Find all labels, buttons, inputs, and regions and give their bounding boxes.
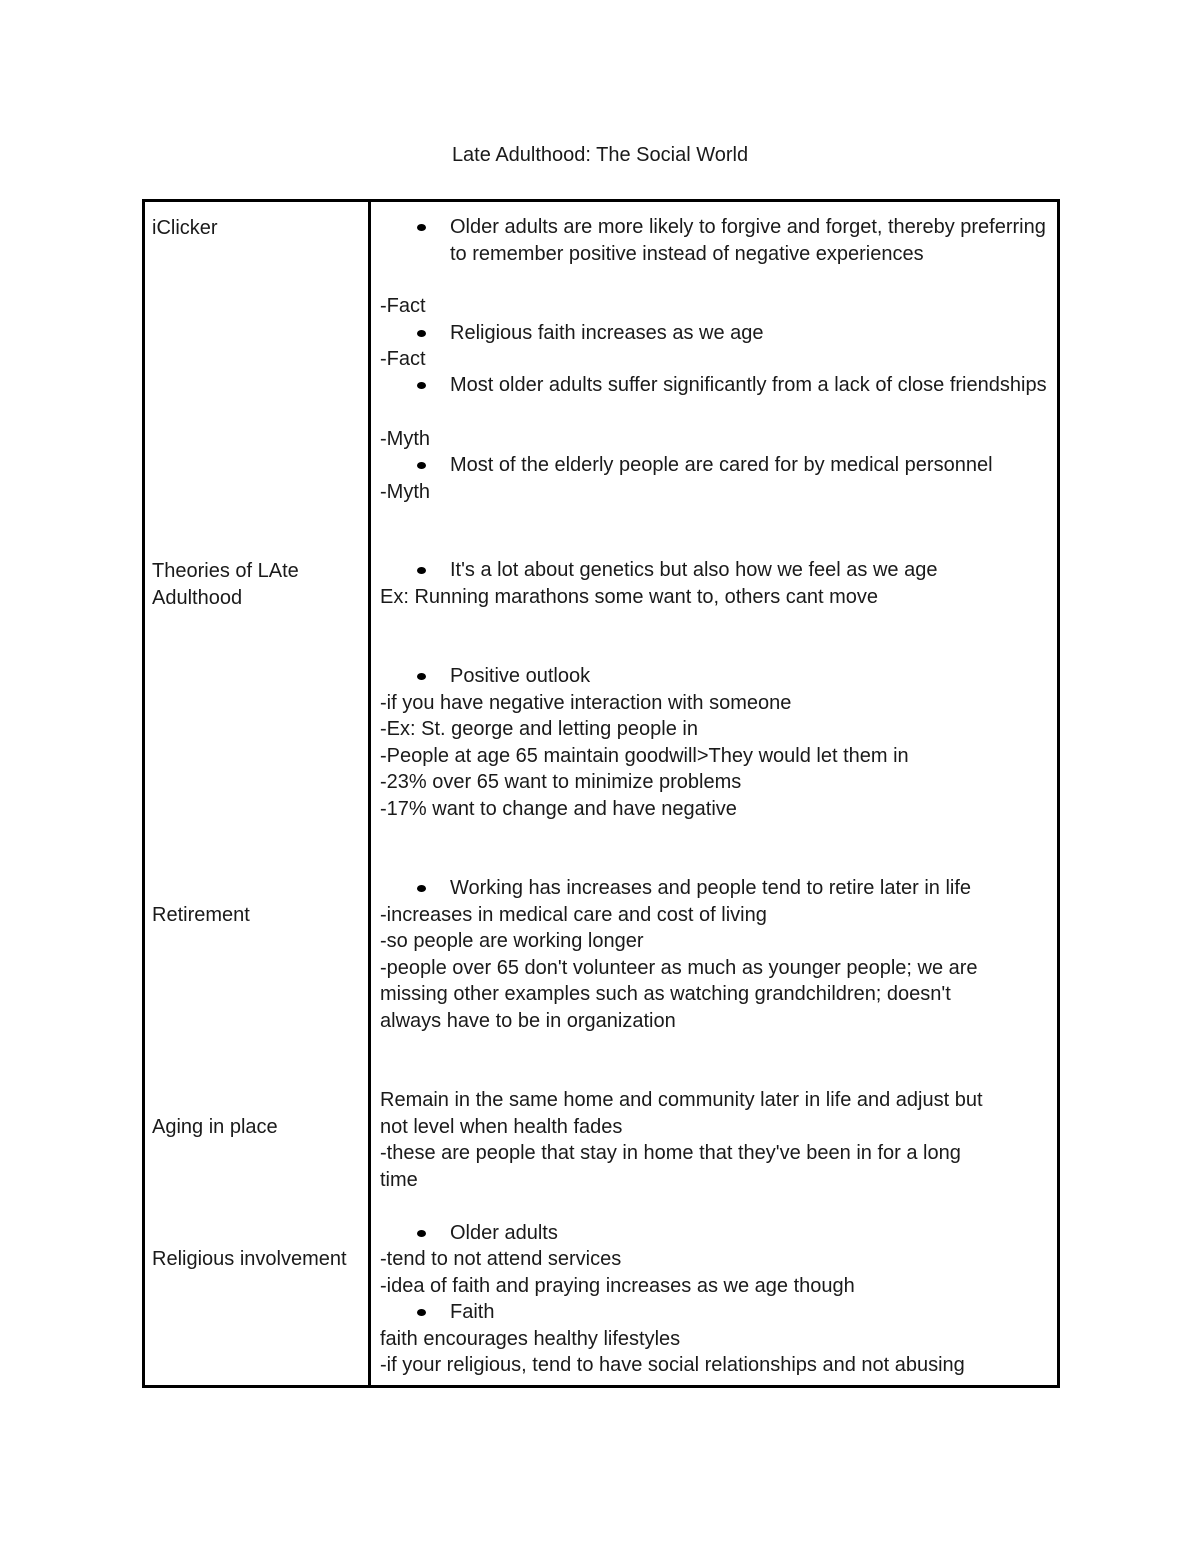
list-item: Most of the elderly people are cared for by medical personnel (450, 452, 1055, 479)
column-divider (368, 202, 371, 1385)
list-item: -Myth (380, 481, 430, 503)
list-item: not level when health fades (380, 1116, 623, 1138)
notes-table (142, 199, 1060, 1388)
list-item: missing other examples such as watching grandchildren; doesn't (380, 983, 951, 1005)
list-item: faith encourages healthy lifestyles (380, 1328, 681, 1350)
topic-aging-in-place: Aging in place (152, 1116, 278, 1138)
list-item: Remain in the same home and community later in life and adjust but (380, 1089, 983, 1111)
list-item: Ex: Running marathons some want to, others cant move (380, 586, 879, 608)
list-item: -increases in medical care and cost of living (380, 904, 767, 926)
bullet-icon (417, 224, 426, 231)
list-item: -if your religious, tend to have social relationships and not abusing (380, 1354, 965, 1376)
bullet-icon (417, 567, 426, 574)
list-item: Religious faith increases as we age (450, 320, 1055, 347)
list-item: -People at age 65 maintain goodwill>They would let them in (380, 745, 909, 767)
list-item: Positive outlook (450, 663, 1055, 690)
list-item: Older adults are more likely to forgive and forget, thereby preferring to remember positive instead of negative experiences (450, 214, 1055, 267)
bullet-icon (417, 462, 426, 469)
topic-religious-involvement: Religious involvement (152, 1248, 347, 1270)
list-item: -Myth (380, 428, 430, 450)
list-item: -people over 65 don't volunteer as much as younger people; we are (380, 957, 978, 979)
bullet-icon (417, 673, 426, 680)
list-item: -tend to not attend services (380, 1248, 622, 1270)
bullet-icon (417, 1309, 426, 1316)
bullet-icon (417, 1230, 426, 1237)
list-item: Faith (450, 1299, 1055, 1326)
bullet-icon (417, 382, 426, 389)
list-item: -so people are working longer (380, 930, 644, 952)
list-item: -these are people that stay in home that they've been in for a long (380, 1142, 961, 1164)
topic-theories: Theories of LAte Adulthood (152, 560, 299, 609)
list-item: time (380, 1169, 418, 1191)
bullet-icon (417, 330, 426, 337)
list-item: It's a lot about genetics but also how we feel as we age (450, 557, 1055, 584)
list-item: -Ex: St. george and letting people in (380, 718, 698, 740)
list-item: always have to be in organization (380, 1010, 676, 1032)
list-item: -17% want to change and have negative (380, 798, 737, 820)
bullet-icon (417, 885, 426, 892)
list-item: -Fact (380, 295, 426, 317)
list-item: Older adults (450, 1220, 1055, 1247)
list-item: -if you have negative interaction with someone (380, 692, 792, 714)
topic-iclicker: iClicker (152, 217, 218, 239)
list-item: Most older adults suffer significantly from a lack of close friendships (450, 372, 1055, 399)
list-item: Working has increases and people tend to retire later in life (450, 875, 1055, 902)
list-item: -Fact (380, 348, 426, 370)
list-item: -23% over 65 want to minimize problems (380, 771, 742, 793)
page-title: Late Adulthood: The Social World (451, 144, 749, 166)
list-item: -idea of faith and praying increases as we age though (380, 1275, 855, 1297)
topic-retirement: Retirement (152, 904, 250, 926)
